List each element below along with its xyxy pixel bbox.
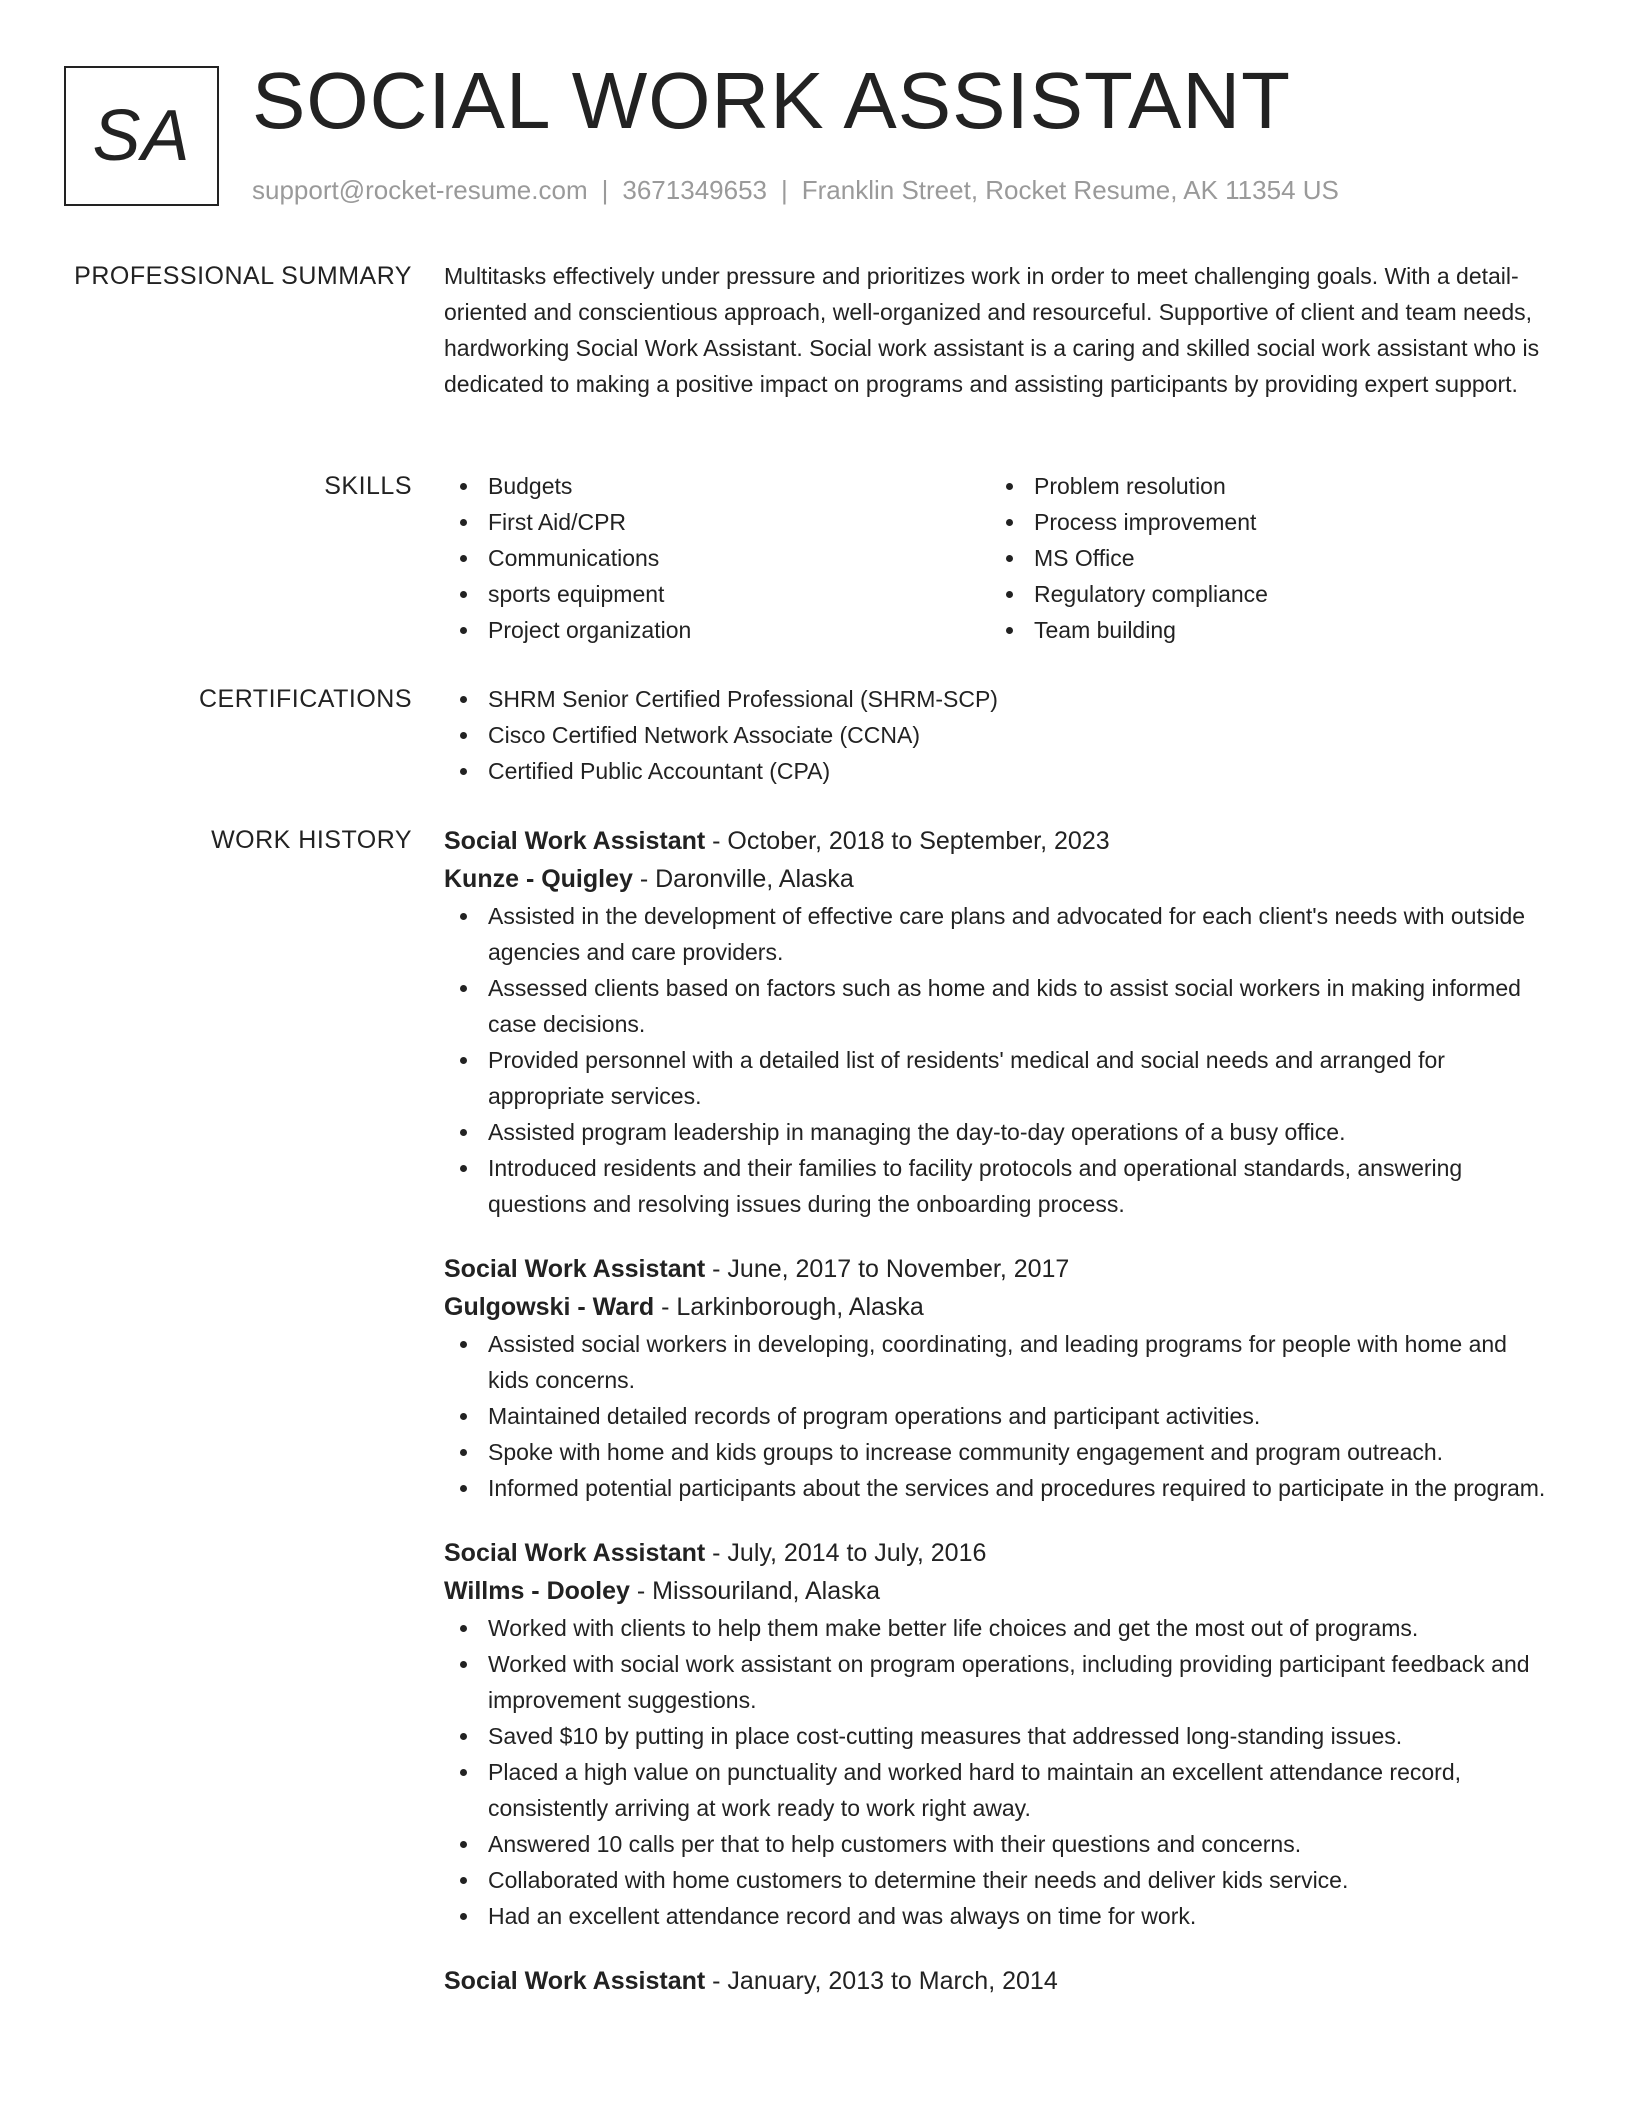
job-company-line [444,1572,1554,1610]
job-dates: - January, 2013 to March, 2014 [705,1967,1058,1995]
skill-item: Communications [444,540,990,576]
job-bullet: Had an excellent attendance record and was always on time for work. [444,1898,1554,1934]
skills-list-left [444,468,990,648]
contact-separator: | [781,175,788,205]
certifications-body [444,681,1554,789]
job-bullet: Provided personnel with a detailed list of residents' medical and social needs and arranged for appropriate services. [444,1042,1554,1114]
job-bullet: Assisted program leadership in managing the day-to-day operations of a busy office. [444,1114,1554,1150]
job-bullet: Introduced residents and their families to facility protocols and operational standards, answering questions and resolving issues during the onboarding process. [444,1150,1554,1222]
contact-email[interactable]: support@rocket-resume.com [252,175,588,205]
contact-separator: | [601,175,609,205]
resume-title: SOCIAL WORK ASSISTANT [252,56,1291,145]
job-dates: - July, 2014 to July, 2016 [705,1539,987,1567]
job-title: Social Work Assistant [444,1539,706,1567]
job-title: Social Work Assistant [444,827,706,855]
skill-item: Team building [990,612,1536,648]
job-location: - Larkinborough, Alaska [654,1293,924,1321]
job-entry [444,1962,1554,2000]
skills-body [444,468,1554,648]
summary-text: Multitasks effectively under pressure and prioritizes work in order to meet challenging goals. With a detail-oriented and conscientious approach, well-organized and resourceful. Supportive of client and team needs, hardworking Social Work Assistant. Social work assistant is a caring and skilled social work assistant who is dedicated to making a positive impact on programs and assisting participants by providing expert support. [444,263,1540,397]
job-bullet: Placed a high value on punctuality and worked hard to maintain an excellent attendance record, consistently arriving at work ready to work right away. [444,1754,1554,1826]
job-title-line [444,1962,1554,2000]
job-company: Gulgowski - Ward [444,1293,655,1321]
job-company-line [444,1288,1554,1326]
skill-item: Process improvement [990,504,1536,540]
job-bullet: Collaborated with home customers to determine their needs and deliver kids service. [444,1862,1554,1898]
job-bullet: Assessed clients based on factors such as home and kids to assist social workers in making informed case decisions. [444,970,1554,1042]
contact-address: Franklin Street, Rocket Resume, AK 11354 US [801,175,1339,205]
job-company: Kunze - Quigley [444,865,633,893]
summary-body [444,258,1554,402]
monogram-initials: SA [92,96,191,176]
job-bullet: Answered 10 calls per that to help customers with their questions and concerns. [444,1826,1554,1862]
job-bullet: Spoke with home and kids groups to increase community engagement and program outreach. [444,1434,1554,1470]
job-bullet-list [444,1326,1554,1506]
job-dates: - June, 2017 to November, 2017 [705,1255,1070,1283]
job-location: - Daronville, Alaska [632,865,854,893]
section-label-work-history: WORK HISTORY [211,826,412,854]
section-label-summary: PROFESSIONAL SUMMARY [74,262,412,290]
skills-list-right [990,468,1536,648]
skill-item: Budgets [444,468,990,504]
job-title-line [444,1250,1554,1288]
skill-item: sports equipment [444,576,990,612]
skill-item: Regulatory compliance [990,576,1536,612]
certification-item: Cisco Certified Network Associate (CCNA) [444,717,1554,753]
job-bullet: Worked with social work assistant on program operations, including providing participant feedback and improvement suggestions. [444,1646,1554,1718]
job-title-line [444,822,1554,860]
job-title-line [444,1534,1554,1572]
skill-item: MS Office [990,540,1536,576]
contact-phone[interactable]: 3671349653 [622,175,767,205]
job-entry [444,1250,1554,1506]
skill-item: Project organization [444,612,990,648]
job-bullet: Saved $10 by putting in place cost-cutting measures that addressed long-standing issues. [444,1718,1554,1754]
job-entry [444,1534,1554,1934]
job-bullet-list [444,1610,1554,1934]
job-bullet: Maintained detailed records of program operations and participant activities. [444,1398,1554,1434]
job-company-line [444,860,1554,898]
skill-item: First Aid/CPR [444,504,990,540]
skill-item: Problem resolution [990,468,1536,504]
job-title: Social Work Assistant [444,1967,706,1995]
contact-line [252,172,1339,208]
job-bullet-list [444,898,1554,1222]
job-dates: - October, 2018 to September, 2023 [705,827,1110,855]
work-history-body [444,822,1554,2028]
certifications-list [444,681,1554,789]
job-bullet: Assisted in the development of effective care plans and advocated for each client's needs with outside agencies and care providers. [444,898,1554,970]
job-bullet: Assisted social workers in developing, coordinating, and leading programs for people with home and kids concerns. [444,1326,1554,1398]
job-location: - Missouriland, Alaska [629,1577,881,1605]
job-title: Social Work Assistant [444,1255,706,1283]
job-entry [444,822,1554,1222]
job-bullet: Informed potential participants about the services and procedures required to participate in the program. [444,1470,1554,1506]
section-label-skills: SKILLS [324,472,412,500]
certification-item: Certified Public Accountant (CPA) [444,753,1554,789]
job-company: Willms - Dooley [444,1577,630,1605]
certification-item: SHRM Senior Certified Professional (SHRM-SCP) [444,681,1554,717]
section-label-certifications: CERTIFICATIONS [198,685,412,713]
job-bullet: Worked with clients to help them make better life choices and get the most out of programs. [444,1610,1554,1646]
monogram-box [64,66,219,206]
